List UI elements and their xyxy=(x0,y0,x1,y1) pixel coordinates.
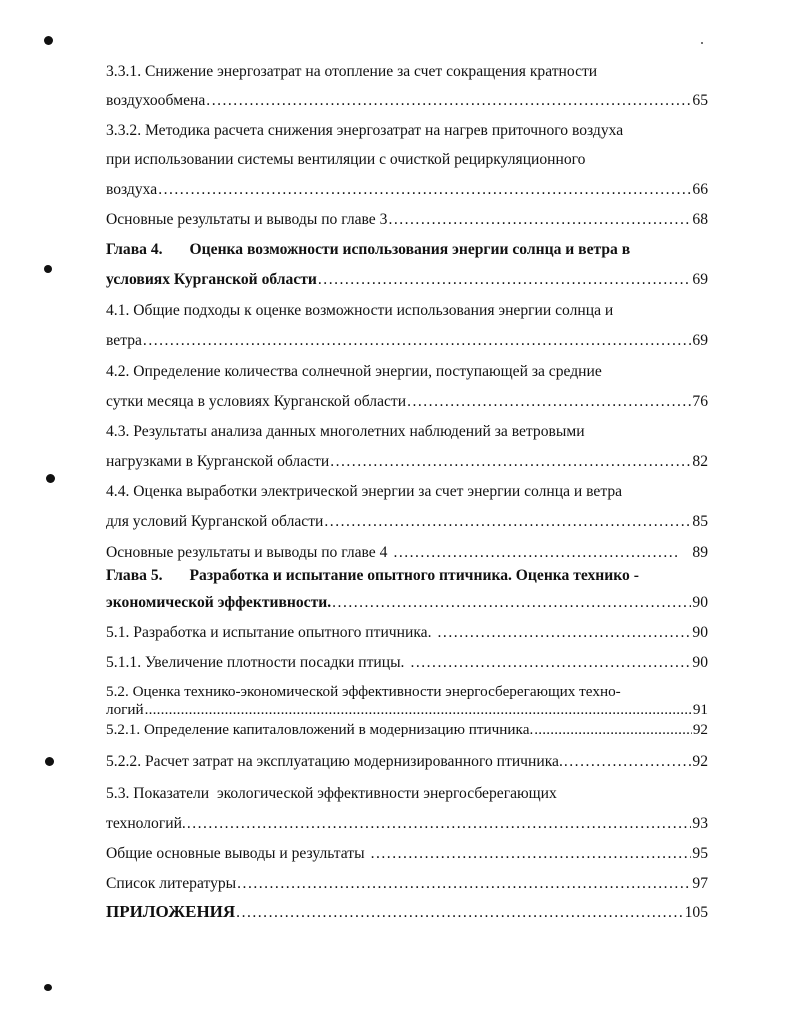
dot-leader xyxy=(332,593,691,613)
toc-line xyxy=(106,62,708,82)
toc-text: 5.2.2. Расчет затрат на эксплуатацию модернизированного птичника. xyxy=(106,753,563,770)
toc-page-number: 91 xyxy=(692,701,708,718)
toc-entry[interactable] xyxy=(106,392,708,412)
toc-entry[interactable] xyxy=(106,702,708,718)
toc-entry[interactable] xyxy=(106,814,708,834)
toc-entry[interactable] xyxy=(106,902,708,923)
toc-entry[interactable] xyxy=(106,270,708,290)
toc-entry[interactable] xyxy=(106,543,708,563)
toc-text: 3.3.1. Снижение энергозатрат на отопление за счет сокращения кратности xyxy=(106,63,598,80)
toc-text: Основные результаты и выводы по главе 4 xyxy=(106,544,388,561)
toc-entry[interactable] xyxy=(106,180,708,200)
toc-page-number: 69 xyxy=(692,332,708,349)
toc-text: 5.3. Показатели экологической эффективности энергосберегающих xyxy=(106,785,557,802)
dot-leader xyxy=(237,874,691,894)
toc-page-number: 85 xyxy=(692,513,708,530)
toc-text: 5.2. Оценка технико-экономической эффективности энергосберегающих техно- xyxy=(106,683,621,700)
toc-entry[interactable] xyxy=(106,623,708,643)
toc-line xyxy=(106,121,708,141)
toc-text: воздухообмена xyxy=(106,92,206,109)
toc-text: технологий. xyxy=(106,815,186,832)
toc-text: ветра xyxy=(106,332,142,349)
toc-page-number: 69 xyxy=(692,271,708,288)
toc-text: Оценка возможности использования энергии солнца и ветра в xyxy=(189,241,631,258)
toc-page-number: 90 xyxy=(692,594,708,611)
toc-page-number: 89 xyxy=(692,544,708,561)
toc-line xyxy=(106,784,708,804)
toc-page-number: 65 xyxy=(692,92,708,109)
dot-leader xyxy=(388,210,691,230)
toc-entry[interactable] xyxy=(106,210,708,230)
toc-text: экономической эффективности. xyxy=(106,594,332,611)
dot-leader xyxy=(438,623,692,643)
toc-page-number: 90 xyxy=(692,654,708,671)
dot-leader xyxy=(371,844,692,864)
toc-page-number: 82 xyxy=(692,453,708,470)
toc-text: воздуха xyxy=(106,181,158,198)
toc-text: Разработка и испытание опытного птичника. Оценка технико - xyxy=(189,567,639,584)
toc-text: Общие основные выводы и результаты xyxy=(106,845,365,862)
toc-entry[interactable] xyxy=(106,752,708,772)
toc-entry[interactable] xyxy=(106,512,708,532)
dot-leader xyxy=(187,814,692,834)
toc-text: нагрузками в Курганской области xyxy=(106,453,330,470)
toc-page-number: 90 xyxy=(692,624,708,641)
toc-entry[interactable] xyxy=(106,844,708,864)
chapter-label: Глава 4. xyxy=(106,241,163,258)
toc-text: Основные результаты и выводы по главе 3 xyxy=(106,211,388,228)
dot-leader xyxy=(564,752,692,772)
toc-page-number: 93 xyxy=(692,815,708,832)
scan-speck xyxy=(701,42,703,44)
toc-entry[interactable] xyxy=(106,452,708,472)
toc-entry[interactable] xyxy=(106,91,708,111)
dot-leader xyxy=(318,270,692,290)
toc-entry[interactable] xyxy=(106,331,708,351)
toc-line xyxy=(106,301,708,321)
toc-text: 4.4. Оценка выработки электрической энергии за счет энергии солнца и ветра xyxy=(106,483,623,500)
toc-text: для условий Курганской области xyxy=(106,513,324,530)
dot-leader xyxy=(206,91,691,111)
binder-hole-mark xyxy=(44,984,52,991)
toc-line xyxy=(106,150,708,170)
toc-text: 5.1.1. Увеличение плотности посадки птицы. xyxy=(106,654,405,671)
toc-page-number: 105 xyxy=(684,904,708,921)
toc-line xyxy=(106,422,708,442)
dot-leader xyxy=(407,392,691,412)
chapter-label: Глава 5. xyxy=(106,567,163,584)
toc-text: 4.2. Определение количества солнечной энергии, поступающей за средние xyxy=(106,363,602,380)
toc-line xyxy=(106,362,708,382)
toc-line xyxy=(106,684,708,700)
toc-page-number: 76 xyxy=(692,393,708,410)
binder-hole-mark xyxy=(44,265,52,273)
toc-page-number: 68 xyxy=(692,211,708,228)
toc-entry[interactable] xyxy=(106,653,708,673)
toc-entry[interactable] xyxy=(106,593,708,613)
toc-text: 5.2.1. Определение капиталовложений в модернизацию птичника. xyxy=(106,721,534,738)
toc-line xyxy=(106,482,708,502)
binder-hole-mark xyxy=(45,757,54,766)
toc-text: ПРИЛОЖЕНИЯ xyxy=(106,902,236,921)
toc-text: 4.3. Результаты анализа данных многолетних наблюдений за ветровыми xyxy=(106,423,585,440)
toc-page-number: 92 xyxy=(692,721,708,738)
toc-entry[interactable] xyxy=(106,874,708,894)
toc-chapter-heading xyxy=(106,566,708,586)
toc-text: 5.1. Разработка и испытание опытного птичника. xyxy=(106,624,432,641)
binder-hole-mark xyxy=(46,474,55,483)
toc-entry[interactable] xyxy=(106,722,708,738)
toc-text: условиях Курганской области xyxy=(106,271,317,288)
dot-leader xyxy=(330,452,691,472)
toc-text: сутки месяца в условиях Курганской области xyxy=(106,393,407,410)
toc-text: логий xyxy=(106,701,144,718)
toc-text: Список литературы xyxy=(106,875,237,892)
dot-leader xyxy=(534,722,692,738)
dot-leader xyxy=(145,702,692,718)
toc-page-number: 95 xyxy=(692,845,708,862)
dot-leader xyxy=(236,903,683,923)
binder-hole-mark xyxy=(44,36,53,45)
dot-leader xyxy=(410,653,691,673)
toc-page-number: 66 xyxy=(692,181,708,198)
dot-leader xyxy=(393,543,678,563)
toc-page-number: 97 xyxy=(692,875,708,892)
dot-leader xyxy=(324,512,691,532)
toc-page-number: 92 xyxy=(692,753,708,770)
toc-chapter-heading xyxy=(106,240,708,260)
dot-leader xyxy=(158,180,691,200)
dot-leader xyxy=(143,331,691,351)
toc-text: при использовании системы вентиляции с очисткой рециркуляционного xyxy=(106,151,586,168)
toc-text: 4.1. Общие подходы к оценке возможности использования энергии солнца и xyxy=(106,302,614,319)
toc-text: 3.3.2. Методика расчета снижения энергозатрат на нагрев приточного воздуха xyxy=(106,122,624,139)
